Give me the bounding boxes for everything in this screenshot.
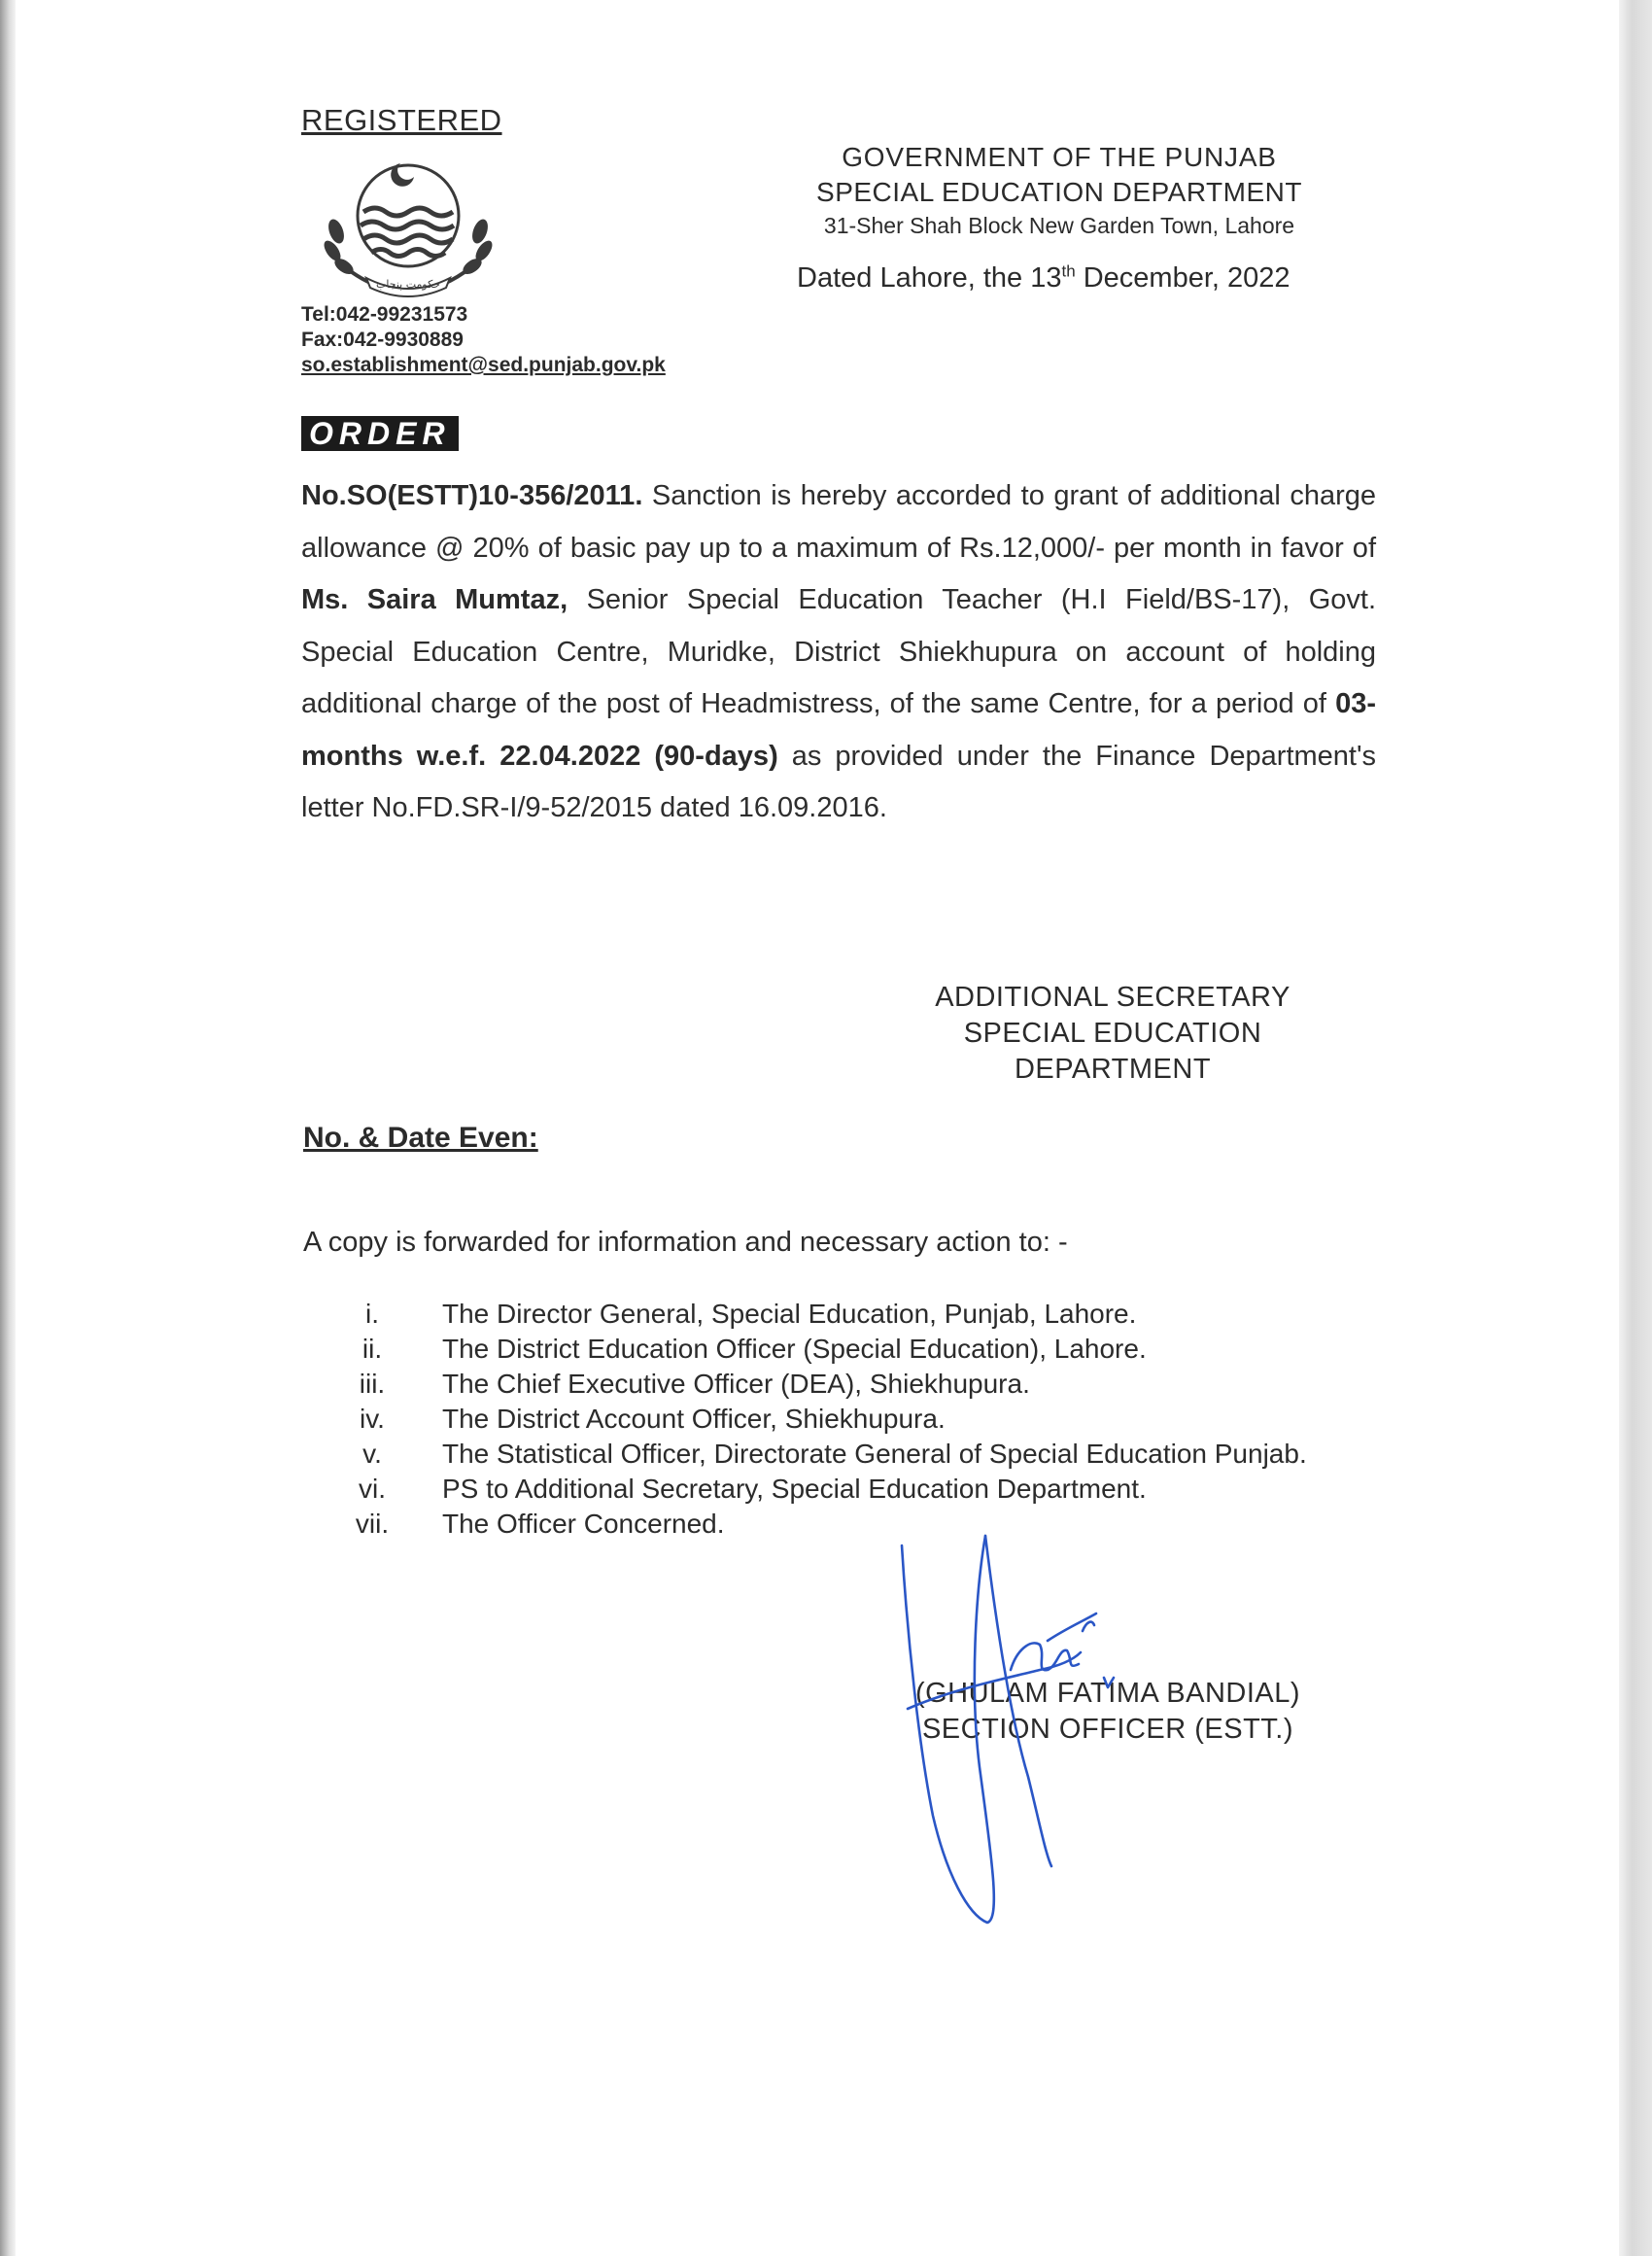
scan-edge-right bbox=[1619, 0, 1652, 2256]
dated-prefix: Dated Lahore, the 13 bbox=[797, 262, 1062, 294]
government-title: GOVERNMENT OF THE PUNJAB bbox=[842, 142, 1277, 172]
order-text-3: as provided under the Finance Department's letter No.FD.SR-I/9-52/2015 dated 16.09.2016. bbox=[301, 740, 1377, 823]
list-item: vi. PS to Additional Secretary, Special Education Department. bbox=[359, 1474, 1147, 1504]
list-item: ii. The District Education Officer (Special Education), Lahore. bbox=[361, 1334, 1147, 1364]
order-reference-number: No.SO(ESTT)10-356/2011. bbox=[301, 480, 643, 511]
dated-suffix: December, 2022 bbox=[1075, 262, 1291, 294]
additional-secretary-signoff bbox=[875, 980, 1351, 1088]
list-item: iii. The Chief Executive Officer (DEA), Shiekhupura. bbox=[359, 1369, 1030, 1399]
telephone-number: Tel:042-99231573 bbox=[301, 303, 468, 326]
dated-line bbox=[797, 262, 1291, 295]
list-item: vii. The Officer Concerned. bbox=[355, 1509, 725, 1539]
emblem-motto: حکومت پنجاب bbox=[376, 278, 440, 291]
handwritten-signature-icon bbox=[875, 1524, 1166, 1932]
list-item: i. The Director General, Special Education, Punjab, Lahore. bbox=[365, 1299, 1137, 1329]
fax-number: Fax:042-9930889 bbox=[301, 329, 464, 351]
signoff-line-2: SPECIAL EDUCATION bbox=[963, 1018, 1262, 1049]
number-and-date-even: No. & Date Even: bbox=[303, 1122, 538, 1154]
order-body bbox=[301, 470, 1376, 835]
government-header bbox=[768, 140, 1351, 241]
department-address: 31-Sher Shah Block New Garden Town, Lahore bbox=[823, 213, 1295, 238]
department-title: SPECIAL EDUCATION DEPARTMENT bbox=[816, 177, 1302, 207]
signoff-line-3: DEPARTMENT bbox=[1014, 1054, 1212, 1085]
registered-label: REGISTERED bbox=[301, 103, 502, 137]
order-heading: ORDER bbox=[301, 416, 459, 451]
copy-forwarded-intro: A copy is forwarded for information and necessary action to: - bbox=[303, 1227, 1068, 1258]
scan-edge-left bbox=[0, 0, 16, 2256]
signoff-line-1: ADDITIONAL SECRETARY bbox=[935, 982, 1291, 1013]
allowance-period: 03-months w.e.f. 22.04.2022 (90-days) bbox=[301, 688, 1376, 772]
employee-name: Ms. Saira Mumtaz, bbox=[301, 584, 568, 615]
dated-ordinal: th bbox=[1061, 261, 1076, 281]
copy-recipient-list bbox=[345, 1297, 1377, 1542]
order-text-2: Senior Special Education Teacher (H.I Field/BS-17), Govt. Special Education Centre, Muridke, District Shiekhupura on account of holding additional charge of the post of Headmistress, of the same Centre, for a period of bbox=[301, 584, 1376, 719]
order-text-1: Sanction is hereby accorded to grant of additional charge allowance @ 20% of basic pay up to a maximum of Rs.12,000/- per month in favor of bbox=[301, 480, 1376, 564]
government-of-punjab-emblem-icon bbox=[313, 154, 503, 299]
email-address: so.establishment@sed.punjab.gov.pk bbox=[301, 354, 666, 376]
section-officer-name: (GHULAM FATIMA BANDIAL) bbox=[914, 1678, 1301, 1709]
list-item: v. The Statistical Officer, Directorate General of Special Education Punjab. bbox=[362, 1439, 1307, 1469]
section-officer-title: SECTION OFFICER (ESTT.) bbox=[921, 1714, 1294, 1745]
list-item: iv. The District Account Officer, Shiekhupura. bbox=[360, 1404, 946, 1434]
